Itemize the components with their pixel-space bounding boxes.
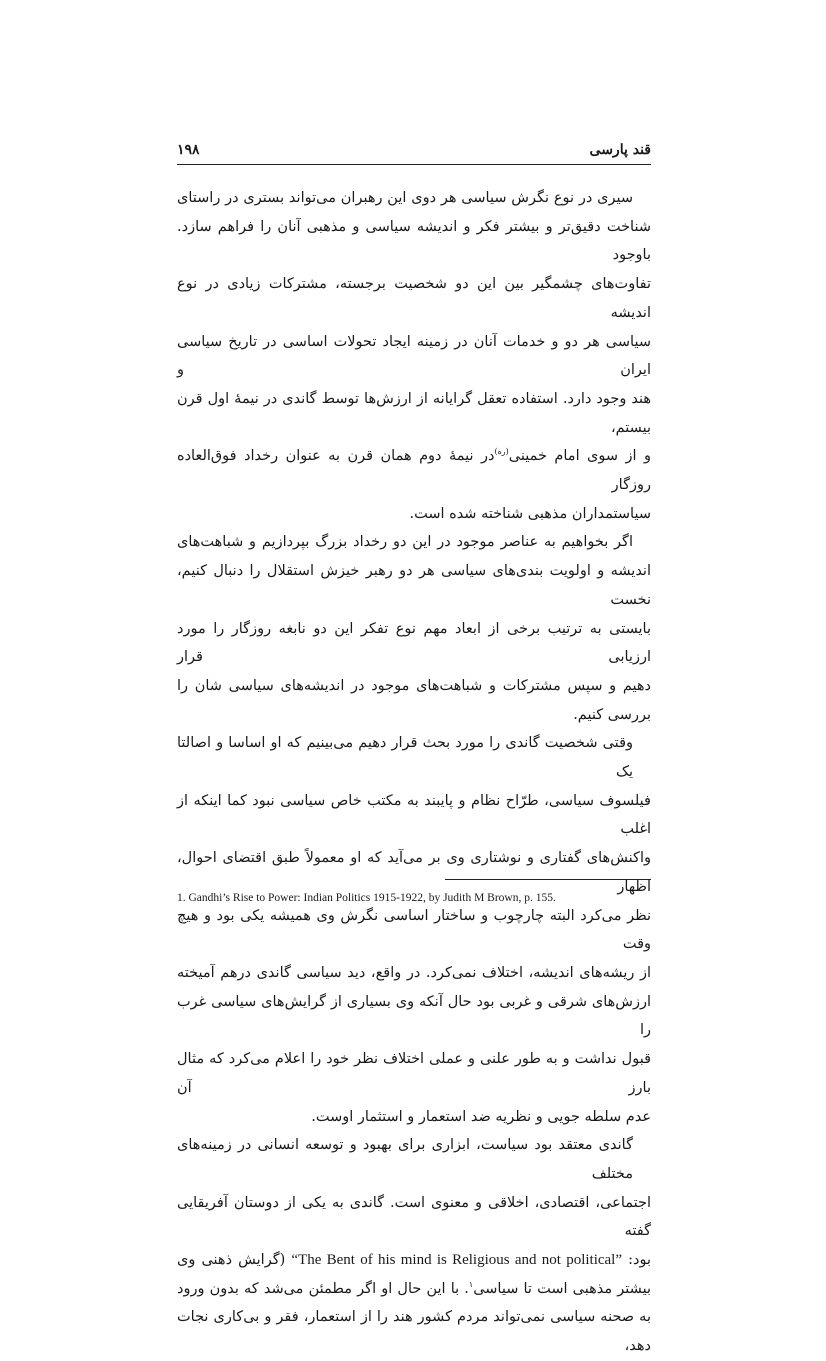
text-fragment: بیشتر مذهبی است تا سیاسی	[473, 1280, 651, 1297]
text-fragment: و از سوی امام خمینی	[508, 448, 651, 465]
article-body	[177, 184, 651, 1361]
text-line: عدم سلطه جویی و نظریه ضد استعمار و استثمار اوست.	[311, 1108, 651, 1125]
page-number: ۱۹۸	[177, 142, 200, 158]
text-line: بایستی به ترتیب برخی از ابعاد مهم نوع تفکر این دو نابغه روزگار را مورد ارزیابی قرار	[177, 620, 651, 666]
page-header	[177, 142, 651, 165]
text-line	[177, 442, 651, 499]
text-line: شناخت دقیق‌تر و بیشتر فکر و اندیشه سیاسی و مذهبی آنان را فراهم سازد. باوجود	[177, 218, 651, 264]
honorific-superscript: (ره)	[494, 447, 509, 457]
text-line: از ریشه‌های اندیشه، اختلاف نمی‌کرد. در واقع، دید سیاسی گاندی درهم آمیخته	[177, 964, 651, 981]
footnote-marker[interactable]: ۱	[468, 1279, 474, 1289]
text-line: قبول نداشت و به طور علنی و عملی اختلاف نظر خود را اعلام می‌کرد که مثال بارز آن	[177, 1051, 651, 1096]
text-line: اجتماعی، اقتصادی، اخلاقی و معنوی است. گاندی به یکی از دوستان آفریقایی گفته	[177, 1194, 651, 1240]
text-line: دهیم و سپس مشترکات و شباهت‌های موجود در اندیشه‌های سیاسی شان را بررسی کنیم.	[177, 677, 651, 723]
text-line: هند وجود دارد. استفاده تعقل گرایانه از ارزش‌ها توسط گاندی در نیمهٔ اول قرن بیستم،	[177, 390, 651, 436]
text-line: وقتی شخصیت گاندی را مورد بحث قرار دهیم می‌بینیم که او اساسا و اصالتا یک	[177, 735, 633, 781]
text-line: سیری در نوع نگرش سیاسی هر دوی این رهبران می‌تواند بستری در راستای	[177, 190, 633, 206]
text-line	[177, 1275, 651, 1304]
text-fragment: در نیمهٔ دوم همان قرن به عنوان رخداد فوق‌العاده روزگار	[177, 448, 651, 494]
text-fragment: بود:	[628, 1252, 652, 1269]
text-fragment: . با این حال او اگر مطمئن می‌شد که بدون ورود	[177, 1280, 469, 1297]
text-line: تفاوت‌های چشمگیر بین این دو شخصیت برجسته، مشترکات زیادی در نوع اندیشه	[177, 276, 651, 321]
text-line: گاندی معتقد بود سیاست، ابزاری برای بهبود و توسعه انسانی در زمینه‌های مختلف	[177, 1137, 633, 1182]
text-line: فیلسوف سیاسی، طرّاح نظام و پایبند به مکتب خاص سیاسی نبود کما اینکه از اغلب	[177, 792, 651, 838]
footnote-divider	[445, 879, 651, 880]
english-quote: “The Bent of his mind is Religious and not political”	[291, 1252, 623, 1269]
journal-title: قند پارسی	[589, 142, 651, 158]
text-line	[177, 1246, 651, 1275]
footnote: 1. Gandhi’s Rise to Power: Indian Politics 1915-1922, by Judith M Brown, p. 155.	[177, 892, 556, 904]
text-line: واکنش‌های گفتاری و نوشتاری وی بر می‌آید که او معمولاً طبق اقتضای احوال، اظهار	[177, 850, 651, 895]
text-line: نظر می‌کرد البته چارچوب و ساختار اساسی نگرش وی همیشه یکی بود و هیچ وقت	[177, 907, 651, 953]
text-fragment: (گرایش ذهنی وی	[177, 1252, 286, 1269]
text-line: ارزش‌های شرقی و غربی بود حال آنکه وی بسیاری از گرایش‌های سیاسی غرب را	[177, 993, 651, 1039]
text-line: سیاستمداران مذهبی شناخته شده است.	[409, 505, 651, 522]
text-line: به صحنه سیاسی نمی‌تواند مردم کشور هند را از استعمار، فقر و بی‌کاری نجات دهد،	[177, 1309, 651, 1355]
text-line: اگر بخواهیم به عناصر موجود در این دو رخداد بزرگ بپردازیم و شباهت‌های	[177, 534, 633, 551]
text-line: سیاسی هر دو و خدمات آنان در زمینه ایجاد تحولات اساسی در تاریخ سیاسی ایران و	[177, 333, 651, 379]
text-line: اندیشه و اولویت بندی‌های سیاسی هر دو رهبر خیزش استقلال را دنبال کنیم، نخست	[177, 563, 651, 608]
